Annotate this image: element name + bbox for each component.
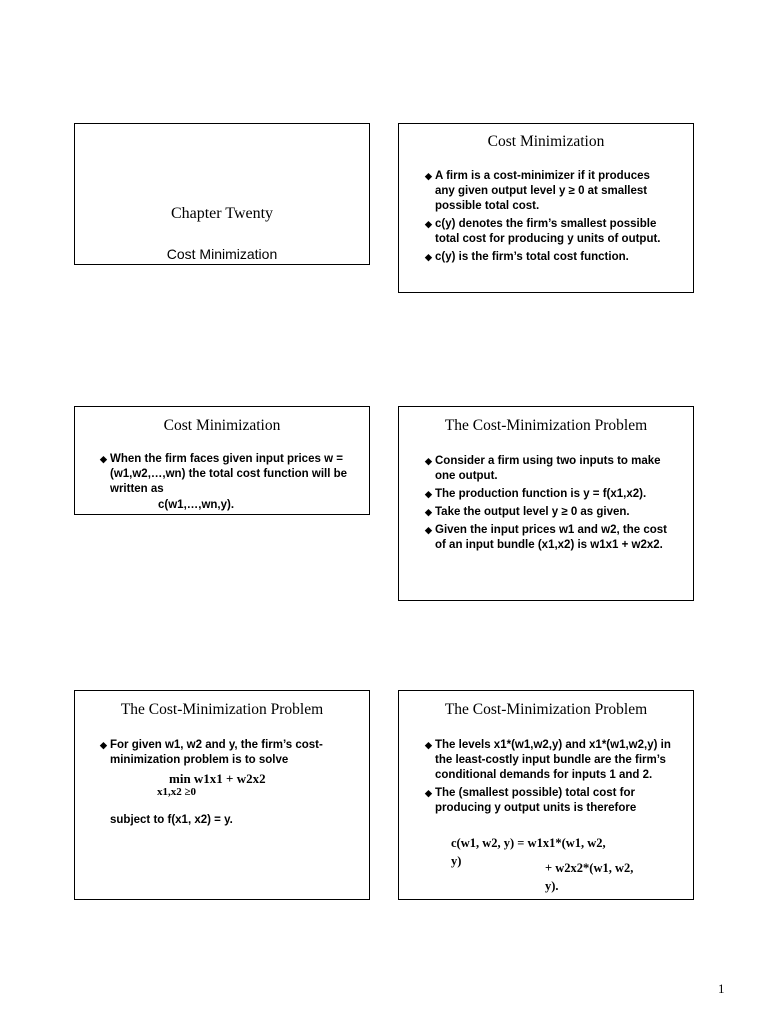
diamond-bullet-icon: ◆ (425, 456, 432, 466)
total-cost-formula-line-1: c(w1, w2, y) = w1x1*(w1, w2, (451, 836, 606, 850)
slide-1 (74, 123, 370, 265)
slide-title: The Cost-Minimization Problem (444, 701, 648, 718)
slide-3 (74, 406, 370, 515)
diamond-bullet-icon: ◆ (425, 219, 432, 229)
diamond-bullet-icon: ◆ (100, 740, 107, 750)
bullet-item: ◆ The production function is y = f(x1,x2). (425, 488, 647, 500)
bullet-item: ◆ c(y) is the firm’s total cost function. (425, 251, 629, 263)
diamond-bullet-icon: ◆ (425, 252, 432, 262)
bullet-list (100, 738, 350, 771)
diamond-bullet-icon: ◆ (425, 507, 432, 517)
bullet-item: ◆ A firm is a cost-minimizer if it produces any given output level y ≥ 0 at smallest possible total cost. (425, 170, 650, 212)
bullet-list (100, 452, 350, 500)
slide-5 (74, 690, 370, 900)
bullet-item: ◆ c(y) denotes the firm’s smallest possible total cost for producing y units of output. (425, 218, 661, 245)
bullet-item: ◆ Given the input prices w1 and w2, the cost of an input bundle (x1,x2) is w1x1 + w2x2. (425, 524, 667, 551)
chapter-title: Chapter Twenty (170, 205, 274, 222)
total-cost-formula-line-2: + w2x2*(w1, w2, (545, 861, 634, 875)
slide-2 (398, 123, 694, 293)
cost-function-formula: c(w1,…,wn,y). (158, 499, 235, 511)
slide-title: Cost Minimization (163, 417, 281, 434)
bullet-item: ◆ Take the output level y ≥ 0 as given. (425, 506, 630, 518)
bullet-item: ◆ The levels x1*(w1,w2,y) and x1*(w1,w2,y) in the least-costly input bundle are the firm’s conditional demands for inputs 1 and 2. (425, 739, 671, 781)
diamond-bullet-icon: ◆ (425, 171, 432, 181)
slide-title: The Cost-Minimization Problem (444, 417, 648, 434)
objective-function: min w1x1 + w2x2 (169, 771, 266, 786)
diamond-bullet-icon: ◆ (425, 788, 432, 798)
diamond-bullet-icon: ◆ (425, 489, 432, 499)
diamond-bullet-icon: ◆ (425, 740, 432, 750)
diamond-bullet-icon: ◆ (100, 454, 107, 464)
bullet-list (425, 454, 675, 556)
slide-4 (398, 406, 694, 601)
slide-title: Cost Minimization (487, 133, 605, 150)
constraint-variables: x1,x2 ≥0 (157, 786, 197, 798)
bullet-item: ◆ Consider a firm using two inputs to make one output. (425, 455, 661, 482)
slide-title: The Cost-Minimization Problem (120, 701, 324, 718)
subject-to-constraint: subject to f(x1, x2) = y. (110, 814, 233, 826)
total-cost-formula-line-2b: y). (545, 879, 559, 893)
bullet-item: ◆ For given w1, w2 and y, the firm’s cost-minimization problem is to solve (100, 739, 323, 766)
chapter-subtitle: Cost Minimization (166, 246, 278, 262)
bullet-item: ◆ When the firm faces given input prices w = (w1,w2,…,wn) the total cost function will be written as (100, 453, 348, 495)
slide-6 (398, 690, 694, 900)
diamond-bullet-icon: ◆ (425, 525, 432, 535)
bullet-list (425, 738, 675, 819)
bullet-item: ◆ The (smallest possible) total cost for producing y output units is therefore (425, 787, 637, 814)
page-number: 1 (718, 981, 725, 996)
total-cost-formula-line-1b: y) (451, 854, 462, 868)
bullet-list (425, 169, 670, 268)
